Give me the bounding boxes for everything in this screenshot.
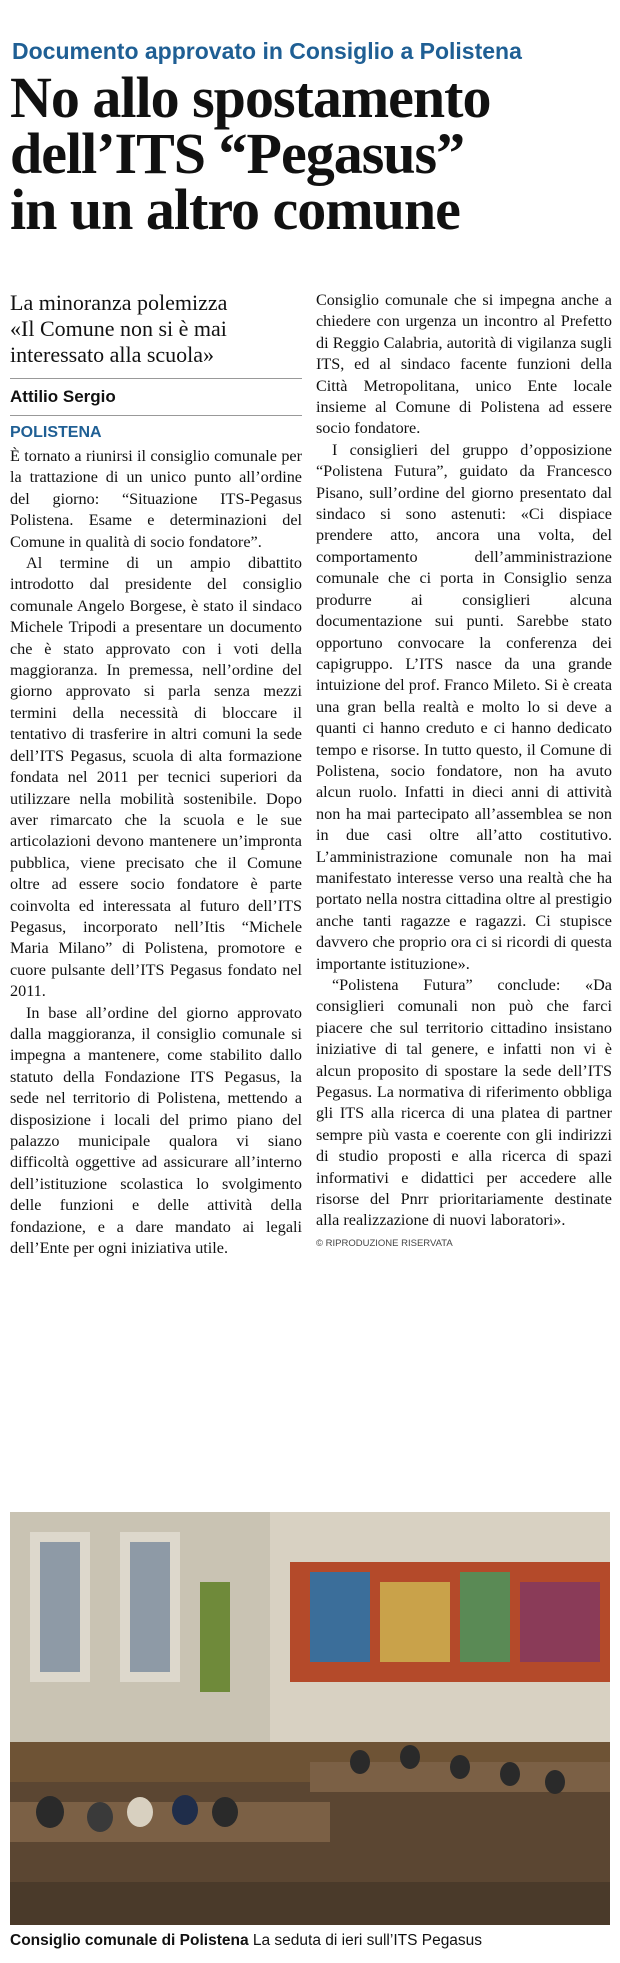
headline-line: in un altro comune bbox=[10, 177, 460, 242]
photo-caption bbox=[10, 1932, 610, 1950]
body-paragraph: In base all’ordine del giorno approvato dalla maggioranza, il consiglio comunale si impegna a mantenere, come stabilito dallo statuto della Fondazione ITS Pegasus, la sede nel territorio di Polistena, mettendo a disposizione i locali del primo piano del palazzo municipale qualora vi siano difficoltà oggettive ad assicurare all’interno dell’istituzione scolastica lo svolgimento delle funzioni e delle attività della fondazione, e a dare mandato ai legali dell’Ente per ogni iniziativa utile. bbox=[10, 1003, 302, 1258]
copyright-notice: © RIPRODUZIONE RISERVATA bbox=[316, 1237, 453, 1249]
right-column bbox=[316, 290, 612, 1249]
subheadline bbox=[10, 290, 302, 368]
subhead-line: La minoranza polemizza bbox=[10, 290, 228, 315]
dateline-location: POLISTENA bbox=[10, 424, 102, 441]
left-column bbox=[10, 290, 302, 1259]
council-photo bbox=[10, 1512, 610, 1925]
article-body-left bbox=[10, 446, 302, 1259]
divider bbox=[10, 415, 302, 416]
subhead-line: «Il Comune non si è mai bbox=[10, 316, 227, 341]
caption-text: La seduta di ieri sull’ITS Pegasus bbox=[252, 1932, 483, 1949]
headline-line: dell’ITS “Pegasus” bbox=[10, 121, 465, 186]
body-paragraph: È tornato a riunirsi il consiglio comunale per la trattazione di un unico punto all’ordine del giorno: “Situazione ITS-Pegasus Polistena. Esame e determinazioni del Comune in qualità di socio fondatore”. bbox=[10, 447, 302, 551]
body-paragraph: Al termine di un ampio dibattito introdotto dal presidente del consiglio comunale Angelo Borgese, è stato il sindaco Michele Tripodi a presentare un documento che è stato approvato con i voti della maggioranza. In premessa, nell’ordine del giorno approvato si parla senza mezzi termini della necessità di bloccare il tentativo di trasferire in altri comuni la sede dell’ITS Pegasus, scuola di alta formazione fondata nel 2011 per tecnici superiori da utilizzare nella mobilità sostenibile. Dopo aver rimarcato che la scuola e le sue articolazioni devono mantenere un’impronta pubblica, viene precisato che il Comune oltre ad essere socio fondatore è parte coinvolta ed interessata al futuro dell’ITS Pegasus, incorporato nell’Itis “Michele Maria Milano” di Polistena, promotore e cuore pulsante dell’ITS Pegasus fondato nel 2011. bbox=[10, 554, 302, 1001]
subhead-line: interessato alla scuola» bbox=[10, 342, 215, 367]
body-paragraph: “Polistena Futura” conclude: «Da consiglieri comunali non può che farci piacere che sul territorio cittadino insistano iniziative di tal genere, e infatti non vi è alcun proposito di spostare la sede dell’ITS Pegasus. La normativa di riferimento obbliga gli ITS alla ricerca di una platea di partner sempre più vasta e coerente con gli indirizzi di studio proposti e alla ricerca di spazi informativi e didattici per accedere alle risorse del Pnrr prioritariamente destinate alla realizzazione di nuovi laboratori». bbox=[316, 976, 612, 1230]
headline bbox=[10, 65, 610, 242]
body-paragraph: I consiglieri del gruppo d’opposizione “Polistena Futura”, guidato da Francesco Pisano, sull’ordine del giorno presentato dal sindaco si sono astenuti: «Ci dispiace prendere atto, ancora una volta, del comportamento dell’amministrazione comunale che ci porta in Consiglio senza produrre ai consiglieri alcuna documentazione sui punti. Sarebbe stato opportuno convocare la conferenza dei capigruppo. L’ITS nasce da una grande intuizione del prof. Franco Mileto. Si è creata una gran bella realtà e molto lo si deve a quanti ci hanno creduto e ci hanno dedicato tempo e risorse. In tutto questo, il Comune di Polistena, socio fondatore, non ha avuto alcun ruolo. Infatti in dieci anni di attività non ha mai partecipato all’assemblea se non in due casi oltre all’atto costitutivo. L’amministrazione comunale non ha mai manifestato interesse verso una realtà che ha portato nella nostra cittadina oltre al prestigio anche tanti ragazze e ragazzi. Ci stupisce davvero che proprio ora ci si ricordi di questa importante istituzione». bbox=[316, 440, 612, 973]
council-chamber-image bbox=[10, 1512, 610, 1925]
body-paragraph: Consiglio comunale che si impegna anche a chiedere con urgenza un incontro al Prefetto di Reggio Calabria, autorità di vigilanza sugli ITS, ed al sindaco facente funzioni della Città Metropolitana, unico Ente locale insieme al Comune di Polistena ad essere socio fondatore. bbox=[316, 291, 612, 438]
kicker: Documento approvato in Consiglio a Polistena bbox=[12, 38, 522, 64]
caption-title: Consiglio comunale di Polistena bbox=[10, 1932, 249, 1949]
headline-line: No allo spostamento bbox=[10, 65, 491, 130]
divider bbox=[10, 378, 302, 379]
author-byline: Attilio Sergio bbox=[10, 387, 116, 406]
article-body-right bbox=[316, 290, 612, 1232]
